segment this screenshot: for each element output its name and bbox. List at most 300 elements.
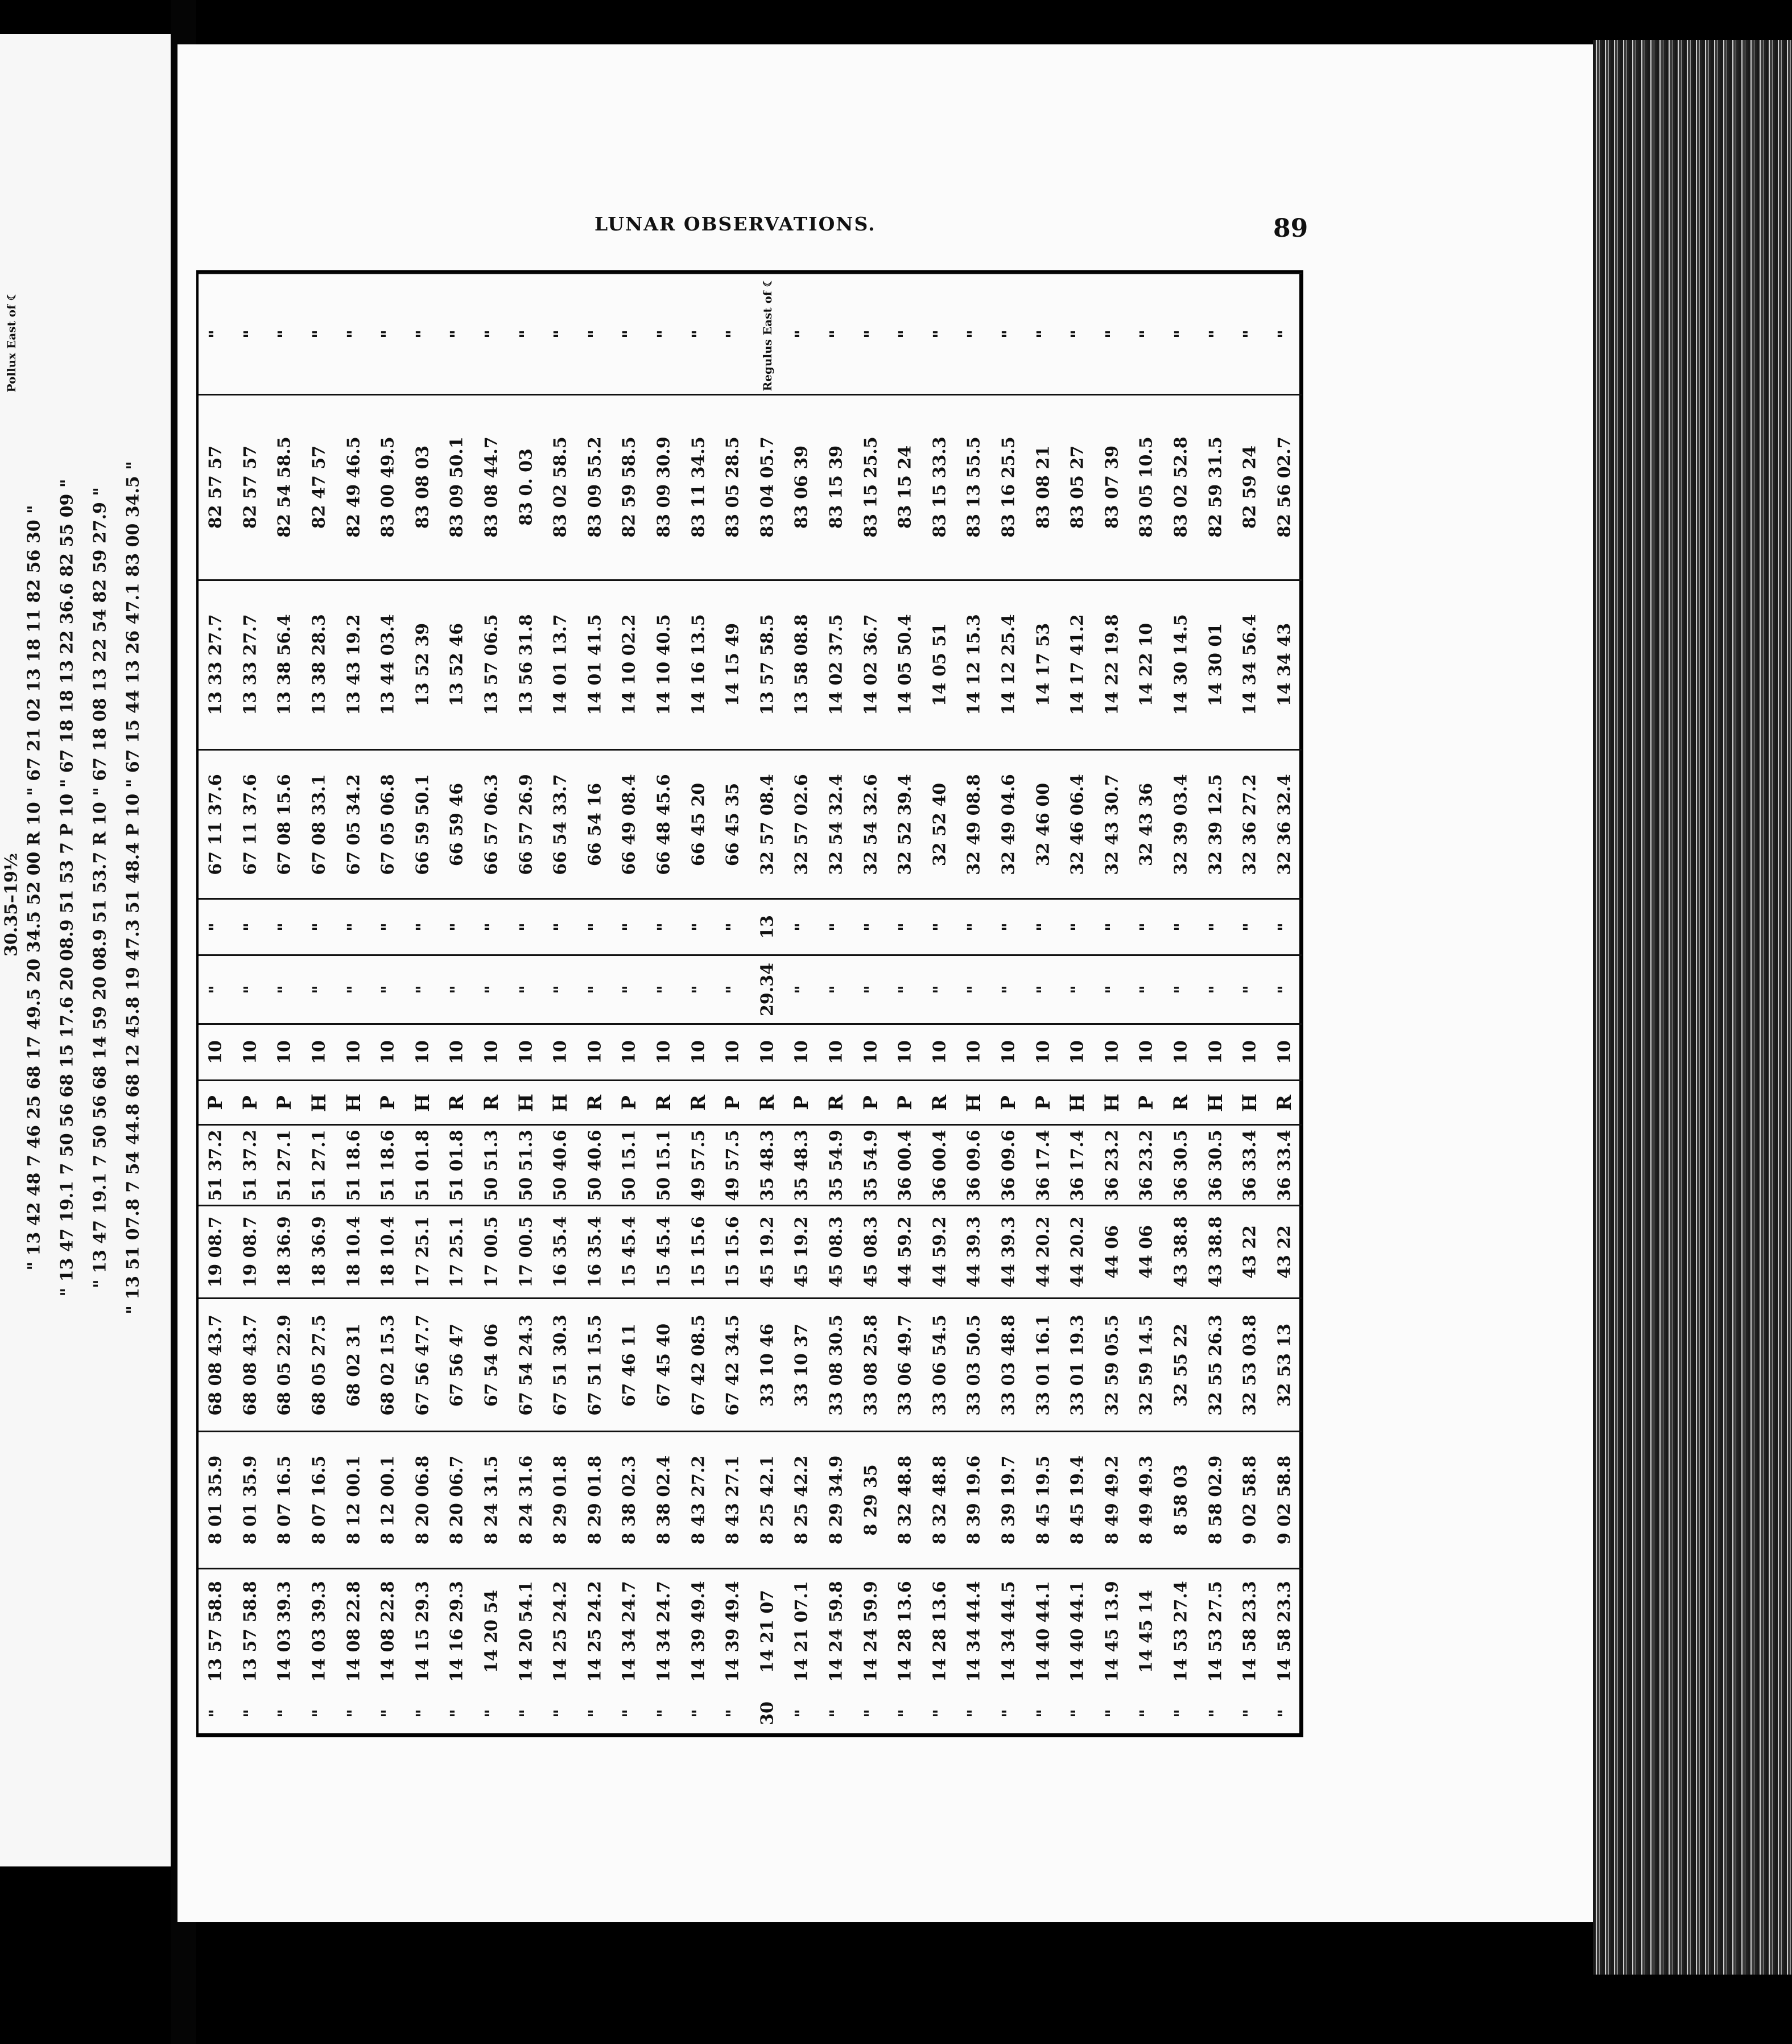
cell-therm bbox=[750, 898, 785, 954]
cell-star bbox=[750, 273, 785, 394]
cell-text: P bbox=[1135, 1095, 1158, 1110]
cell-text: " bbox=[930, 329, 950, 339]
cell-moon-alt bbox=[957, 749, 992, 898]
cell-observer bbox=[681, 1079, 716, 1124]
cell-text: 14 10 40.5 bbox=[654, 614, 674, 716]
cell-text: 50 15.1 bbox=[619, 1130, 639, 1201]
cell-alt-star bbox=[267, 1297, 302, 1431]
cell-text: H bbox=[1100, 1093, 1124, 1112]
cell-text: 10 bbox=[481, 1040, 502, 1065]
cell-text: 8 43 27.2 bbox=[688, 1455, 709, 1545]
cell-text: " bbox=[1033, 329, 1054, 339]
cell-day bbox=[612, 1693, 647, 1733]
cell-text: 32 49 08.8 bbox=[964, 773, 984, 875]
cell-text: " bbox=[447, 985, 467, 995]
cell-text: 14 58 23.3 bbox=[1274, 1580, 1295, 1682]
cell-true-dist bbox=[578, 394, 613, 579]
cell-text: " bbox=[998, 329, 1019, 339]
cell-text: 51 27.1 bbox=[309, 1130, 329, 1201]
cell-therm bbox=[1198, 898, 1233, 954]
cell-app-alt bbox=[750, 1205, 785, 1297]
cell-text: 13 57 58.5 bbox=[757, 614, 778, 716]
cell-moon-alt bbox=[1060, 749, 1095, 898]
cell-observer bbox=[612, 1079, 647, 1124]
cell-moon-alt bbox=[406, 749, 440, 898]
cell-text: " bbox=[1102, 922, 1122, 932]
cell-therm bbox=[853, 898, 888, 954]
cell-time bbox=[853, 1568, 888, 1693]
cell-time bbox=[543, 1568, 578, 1693]
cell-text: " bbox=[412, 329, 433, 339]
cell-moon-alt bbox=[371, 749, 406, 898]
cell-text: 8 43 27.1 bbox=[722, 1455, 743, 1545]
cell-text: " bbox=[481, 1708, 502, 1718]
cell-observer bbox=[1198, 1079, 1233, 1124]
cell-moon-alt bbox=[440, 749, 474, 898]
cell-text: 66 48 45.6 bbox=[654, 773, 674, 875]
cell-index bbox=[406, 1023, 440, 1079]
cell-text: 45 19.2 bbox=[791, 1216, 812, 1288]
cell-text: 32 53 03.8 bbox=[1240, 1314, 1260, 1416]
cell-obs-dist bbox=[1026, 1124, 1060, 1205]
cell-text: 83 08 44.7 bbox=[481, 436, 502, 538]
cell-text: 32 55 26.3 bbox=[1205, 1314, 1226, 1416]
cell-time bbox=[1129, 1568, 1164, 1693]
cell-text: " bbox=[205, 922, 226, 932]
cell-text: 8 01 35.9 bbox=[205, 1455, 226, 1545]
cell-text: 13 38 28.3 bbox=[309, 614, 329, 716]
cell-observer bbox=[406, 1079, 440, 1124]
cell-star-alt bbox=[267, 579, 302, 749]
cell-day bbox=[440, 1693, 474, 1733]
book-fore-edge bbox=[1593, 40, 1792, 1975]
cell-text: 13 57 06.5 bbox=[481, 614, 502, 716]
cell-app-alt bbox=[474, 1205, 509, 1297]
cell-text: 32 46 00 bbox=[1033, 782, 1054, 866]
cell-text: 83 13 55.5 bbox=[964, 436, 984, 538]
cell-text: 8 32 48.8 bbox=[895, 1455, 915, 1545]
cell-therm bbox=[406, 898, 440, 954]
cell-obs-dist bbox=[543, 1124, 578, 1205]
cell-therm bbox=[543, 898, 578, 954]
cell-text: 10 bbox=[654, 1040, 674, 1065]
cell-true-dist bbox=[233, 394, 268, 579]
table-row bbox=[1267, 273, 1302, 1733]
cell-alt-star bbox=[716, 1297, 750, 1431]
cell-index bbox=[1267, 1023, 1302, 1079]
cell-text: 36 23.2 bbox=[1136, 1130, 1157, 1201]
cell-time bbox=[1233, 1568, 1267, 1693]
cell-text: 15 45.4 bbox=[654, 1216, 674, 1288]
cell-text: " bbox=[964, 1708, 984, 1718]
cell-time bbox=[612, 1568, 647, 1693]
cell-star bbox=[371, 273, 406, 394]
cell-text: 83 16 25.5 bbox=[998, 436, 1019, 538]
cell-text: 13 33 27.7 bbox=[240, 614, 261, 716]
cell-text: " bbox=[1205, 329, 1226, 339]
cell-text: " bbox=[447, 922, 467, 932]
cell-text: R bbox=[824, 1094, 848, 1111]
cell-alt-star bbox=[1026, 1297, 1060, 1431]
cell-text: 43 22 bbox=[1240, 1225, 1260, 1279]
cell-text: 67 51 15.5 bbox=[585, 1314, 605, 1416]
cell-text: 16 35.4 bbox=[585, 1216, 605, 1288]
cell-text: R bbox=[1169, 1094, 1192, 1111]
cell-baro bbox=[992, 954, 1026, 1023]
cell-moon-alt bbox=[716, 749, 750, 898]
cell-star bbox=[1060, 273, 1095, 394]
cell-true-dist bbox=[647, 394, 682, 579]
cell-text: 33 01 19.3 bbox=[1067, 1314, 1088, 1416]
cell-text: R bbox=[480, 1094, 503, 1111]
cell-text: 14 34 44.4 bbox=[964, 1580, 984, 1682]
table-row bbox=[371, 273, 406, 1733]
cell-baro bbox=[267, 954, 302, 1023]
cell-text: 82 49 46.5 bbox=[344, 436, 364, 538]
cell-watch bbox=[992, 1431, 1026, 1568]
cell-baro bbox=[681, 954, 716, 1023]
cell-moon-alt bbox=[336, 749, 371, 898]
cell-true-dist bbox=[474, 394, 509, 579]
cell-star-alt bbox=[647, 579, 682, 749]
cell-text: " bbox=[722, 1708, 743, 1718]
cell-time bbox=[819, 1568, 854, 1693]
cell-text: P bbox=[894, 1095, 917, 1110]
cell-text: 83 05 27 bbox=[1067, 446, 1088, 529]
cell-text: 8 29 01.8 bbox=[585, 1455, 605, 1545]
cell-text: 33 10 37 bbox=[791, 1323, 812, 1407]
cell-star-alt bbox=[992, 579, 1026, 749]
cell-app-alt bbox=[784, 1205, 819, 1297]
cell-moon-alt bbox=[819, 749, 854, 898]
cell-text: 10 bbox=[1102, 1040, 1122, 1065]
cell-star bbox=[957, 273, 992, 394]
left-page-column-text: " 13 47 19.1 7 50 56 68 14 59 20 08.9 51 53.7 R 10 " 67 18 08 13 22 54 82 59 27.9 " bbox=[90, 487, 110, 1288]
cell-text: " bbox=[274, 1708, 295, 1718]
cell-text: 83 05 28.5 bbox=[722, 436, 743, 538]
cell-observer bbox=[957, 1079, 992, 1124]
left-page-column-text: " 13 51 07.8 7 54 44.8 68 12 45.8 19 47.3 51 48.4 P 10 " 67 15 44 13 26 47.1 83 00 34.5 " bbox=[123, 461, 143, 1314]
cell-obs-dist bbox=[199, 1124, 233, 1205]
table-row bbox=[647, 273, 682, 1733]
cell-moon-alt bbox=[784, 749, 819, 898]
cell-text: 16 35.4 bbox=[550, 1216, 571, 1288]
cell-watch bbox=[1164, 1431, 1199, 1568]
cell-alt-star bbox=[681, 1297, 716, 1431]
page-number: 89 bbox=[1273, 214, 1308, 243]
cell-app-alt bbox=[647, 1205, 682, 1297]
table-row bbox=[509, 273, 543, 1733]
cell-observer bbox=[440, 1079, 474, 1124]
cell-star bbox=[543, 273, 578, 394]
cell-therm bbox=[267, 898, 302, 954]
cell-true-dist bbox=[199, 394, 233, 579]
cell-text: 8 24 31.6 bbox=[516, 1455, 536, 1545]
cell-text: 35 54.9 bbox=[826, 1130, 847, 1201]
cell-text: 14 12 25.4 bbox=[998, 614, 1019, 716]
cell-baro bbox=[612, 954, 647, 1023]
cell-text: 66 45 20 bbox=[688, 782, 709, 866]
cell-day bbox=[1198, 1693, 1233, 1733]
cell-star bbox=[302, 273, 337, 394]
cell-moon-alt bbox=[853, 749, 888, 898]
cell-text: 66 59 50.1 bbox=[412, 773, 433, 875]
cell-text: P bbox=[377, 1095, 400, 1110]
table-row bbox=[1164, 273, 1199, 1733]
cell-text: " bbox=[240, 329, 261, 339]
cell-text: 14 40 44.1 bbox=[1033, 1580, 1054, 1682]
cell-true-dist bbox=[1164, 394, 1199, 579]
cell-text: " bbox=[274, 329, 295, 339]
cell-text: 44 59.2 bbox=[895, 1216, 915, 1288]
cell-star-alt bbox=[612, 579, 647, 749]
cell-alt-star bbox=[612, 1297, 647, 1431]
cell-text: 51 27.1 bbox=[274, 1130, 295, 1201]
cell-obs-dist bbox=[1233, 1124, 1267, 1205]
cell-true-dist bbox=[784, 394, 819, 579]
cell-text: 10 bbox=[895, 1040, 915, 1065]
cell-alt-star bbox=[1267, 1297, 1302, 1431]
cell-alt-star bbox=[784, 1297, 819, 1431]
cell-time bbox=[336, 1568, 371, 1693]
cell-text: P bbox=[721, 1095, 745, 1110]
cell-alt-star bbox=[1060, 1297, 1095, 1431]
cell-text: 8 12 00.1 bbox=[378, 1455, 398, 1545]
cell-baro bbox=[474, 954, 509, 1023]
cell-watch bbox=[784, 1431, 819, 1568]
cell-text: 82 47 57 bbox=[309, 446, 329, 529]
table-row bbox=[1233, 273, 1267, 1733]
cell-index bbox=[371, 1023, 406, 1079]
cell-text: 33 06 54.5 bbox=[930, 1314, 950, 1416]
cell-text: " bbox=[826, 1708, 847, 1718]
cell-text: 8 01 35.9 bbox=[240, 1455, 261, 1545]
cell-observer bbox=[819, 1079, 854, 1124]
table-row bbox=[716, 273, 750, 1733]
cell-true-dist bbox=[302, 394, 337, 579]
cell-star-alt bbox=[336, 579, 371, 749]
cell-text: " bbox=[205, 329, 226, 339]
cell-text: " bbox=[1067, 329, 1088, 339]
cell-text: 14 53 27.4 bbox=[1171, 1580, 1191, 1682]
cell-text: 10 bbox=[274, 1040, 295, 1065]
cell-text: 44 39.3 bbox=[964, 1216, 984, 1288]
cell-day bbox=[1233, 1693, 1267, 1733]
cell-day bbox=[302, 1693, 337, 1733]
cell-text: 67 08 15.6 bbox=[274, 773, 295, 875]
cell-text: " bbox=[378, 985, 398, 995]
cell-therm bbox=[1095, 898, 1129, 954]
cell-true-dist bbox=[406, 394, 440, 579]
cell-text: 8 39 19.7 bbox=[998, 1455, 1019, 1545]
cell-star-alt bbox=[302, 579, 337, 749]
cell-text: " bbox=[1171, 329, 1191, 339]
cell-text: 8 32 48.8 bbox=[930, 1455, 950, 1545]
table-row bbox=[1198, 273, 1233, 1733]
cell-text: 18 36.9 bbox=[274, 1216, 295, 1288]
cell-text: 14 03 39.3 bbox=[274, 1580, 295, 1682]
cell-watch bbox=[647, 1431, 682, 1568]
cell-text: 14 39 49.4 bbox=[722, 1580, 743, 1682]
cell-baro bbox=[888, 954, 923, 1023]
cell-text: 68 05 27.5 bbox=[309, 1314, 329, 1416]
cell-text: 83 07 39 bbox=[1102, 446, 1122, 529]
cell-app-alt bbox=[1267, 1205, 1302, 1297]
cell-text: " bbox=[1171, 1708, 1191, 1718]
cell-text: 36 30.5 bbox=[1205, 1130, 1226, 1201]
cell-index bbox=[992, 1023, 1026, 1079]
cell-text: " bbox=[1136, 329, 1157, 339]
cell-text: " bbox=[1274, 329, 1295, 339]
cell-text: " bbox=[1240, 329, 1260, 339]
cell-true-dist bbox=[1198, 394, 1233, 579]
cell-text: 83 0. 03 bbox=[516, 448, 536, 526]
cell-app-alt bbox=[1164, 1205, 1199, 1297]
cell-text: " bbox=[654, 985, 674, 995]
cell-true-dist bbox=[1267, 394, 1302, 579]
cell-text: " bbox=[412, 1708, 433, 1718]
cell-watch bbox=[371, 1431, 406, 1568]
cell-text: 82 56 02.7 bbox=[1274, 436, 1295, 538]
cell-text: 66 54 16 bbox=[585, 782, 605, 866]
table-row bbox=[1095, 273, 1129, 1733]
cell-star-alt bbox=[1095, 579, 1129, 749]
cell-index bbox=[1095, 1023, 1129, 1079]
cell-baro bbox=[1060, 954, 1095, 1023]
table-row bbox=[1060, 273, 1095, 1733]
cell-text: 14 20 54.1 bbox=[516, 1580, 536, 1682]
cell-text: 32 39 03.4 bbox=[1171, 773, 1191, 875]
cell-star bbox=[578, 273, 613, 394]
cell-star-alt bbox=[681, 579, 716, 749]
cell-obs-dist bbox=[647, 1124, 682, 1205]
cell-text: " bbox=[1240, 1708, 1260, 1718]
cell-watch bbox=[336, 1431, 371, 1568]
cell-true-dist bbox=[1026, 394, 1060, 579]
cell-app-alt bbox=[922, 1205, 957, 1297]
cell-index bbox=[1060, 1023, 1095, 1079]
cell-watch bbox=[750, 1431, 785, 1568]
cell-text: " bbox=[688, 985, 709, 995]
cell-day bbox=[819, 1693, 854, 1733]
cell-therm bbox=[1129, 898, 1164, 954]
cell-therm bbox=[509, 898, 543, 954]
cell-observer bbox=[853, 1079, 888, 1124]
cell-text: " bbox=[1067, 922, 1088, 932]
cell-moon-alt bbox=[1233, 749, 1267, 898]
cell-star bbox=[922, 273, 957, 394]
table-row bbox=[612, 273, 647, 1733]
cell-watch bbox=[1233, 1431, 1267, 1568]
cell-text: 67 51 30.3 bbox=[550, 1314, 571, 1416]
cell-text: " bbox=[550, 329, 571, 339]
cell-obs-dist bbox=[716, 1124, 750, 1205]
cell-star-alt bbox=[406, 579, 440, 749]
cell-watch bbox=[233, 1431, 268, 1568]
cell-day bbox=[853, 1693, 888, 1733]
cell-obs-dist bbox=[957, 1124, 992, 1205]
cell-text: 10 bbox=[447, 1040, 467, 1065]
cell-text: R bbox=[928, 1094, 951, 1111]
cell-text: 36 23.2 bbox=[1102, 1130, 1122, 1201]
cell-moon-alt bbox=[267, 749, 302, 898]
cell-text: 14 10 02.2 bbox=[619, 614, 639, 716]
cell-star bbox=[1095, 273, 1129, 394]
table-row bbox=[1026, 273, 1060, 1733]
cell-obs-dist bbox=[302, 1124, 337, 1205]
cell-star bbox=[819, 273, 854, 394]
cell-text: 18 36.9 bbox=[309, 1216, 329, 1288]
cell-text: H bbox=[1066, 1093, 1089, 1112]
cell-baro bbox=[647, 954, 682, 1023]
cell-text: 18 10.4 bbox=[344, 1216, 364, 1288]
cell-text: 50 40.6 bbox=[550, 1130, 571, 1201]
cell-text: 67 56 47 bbox=[447, 1323, 467, 1407]
cell-star-alt bbox=[371, 579, 406, 749]
cell-observer bbox=[784, 1079, 819, 1124]
cell-text: 33 08 25.8 bbox=[861, 1314, 881, 1416]
cell-text: 83 15 33.3 bbox=[930, 436, 950, 538]
cell-day bbox=[992, 1693, 1026, 1733]
cell-text: 8 49 49.3 bbox=[1136, 1455, 1157, 1545]
cell-text: " bbox=[791, 985, 812, 995]
cell-therm bbox=[922, 898, 957, 954]
cell-text: " bbox=[722, 985, 743, 995]
cell-text: " bbox=[205, 1708, 226, 1718]
cell-observer bbox=[474, 1079, 509, 1124]
cell-observer bbox=[1164, 1079, 1199, 1124]
cell-text: 67 05 34.2 bbox=[344, 773, 364, 875]
cell-index bbox=[578, 1023, 613, 1079]
cell-text: " bbox=[688, 922, 709, 932]
cell-text: 83 02 52.8 bbox=[1171, 436, 1191, 538]
cell-time bbox=[578, 1568, 613, 1693]
cell-text: 14 24 59.8 bbox=[826, 1580, 847, 1682]
cell-text: 36 30.5 bbox=[1171, 1130, 1191, 1201]
cell-text: " bbox=[895, 922, 915, 932]
cell-day bbox=[784, 1693, 819, 1733]
cell-text: 8 07 16.5 bbox=[274, 1455, 295, 1545]
cell-text: " bbox=[619, 922, 639, 932]
cell-day bbox=[1095, 1693, 1129, 1733]
cell-obs-dist bbox=[1095, 1124, 1129, 1205]
cell-star bbox=[681, 273, 716, 394]
cell-star bbox=[406, 273, 440, 394]
cell-text: 45 08.3 bbox=[861, 1216, 881, 1288]
cell-text: " bbox=[516, 329, 536, 339]
cell-observer bbox=[1129, 1079, 1164, 1124]
cell-star bbox=[199, 273, 233, 394]
cell-text: 8 07 16.5 bbox=[309, 1455, 329, 1545]
cell-text: " bbox=[826, 922, 847, 932]
cell-text: 83 08 03 bbox=[412, 446, 433, 529]
cell-text: 14 01 13.7 bbox=[550, 614, 571, 716]
cell-text: 32 43 30.7 bbox=[1102, 773, 1122, 875]
cell-watch bbox=[474, 1431, 509, 1568]
cell-time bbox=[1198, 1568, 1233, 1693]
cell-star-alt bbox=[957, 579, 992, 749]
cell-moon-alt bbox=[474, 749, 509, 898]
cell-baro bbox=[578, 954, 613, 1023]
cell-text: 66 57 06.3 bbox=[481, 773, 502, 875]
cell-observer bbox=[1233, 1079, 1267, 1124]
cell-text: " bbox=[1240, 922, 1260, 932]
cell-obs-dist bbox=[992, 1124, 1026, 1205]
cell-text: " bbox=[1274, 985, 1295, 995]
cell-time bbox=[406, 1568, 440, 1693]
cell-text: 44 20.2 bbox=[1067, 1216, 1088, 1288]
cell-text: " bbox=[378, 922, 398, 932]
